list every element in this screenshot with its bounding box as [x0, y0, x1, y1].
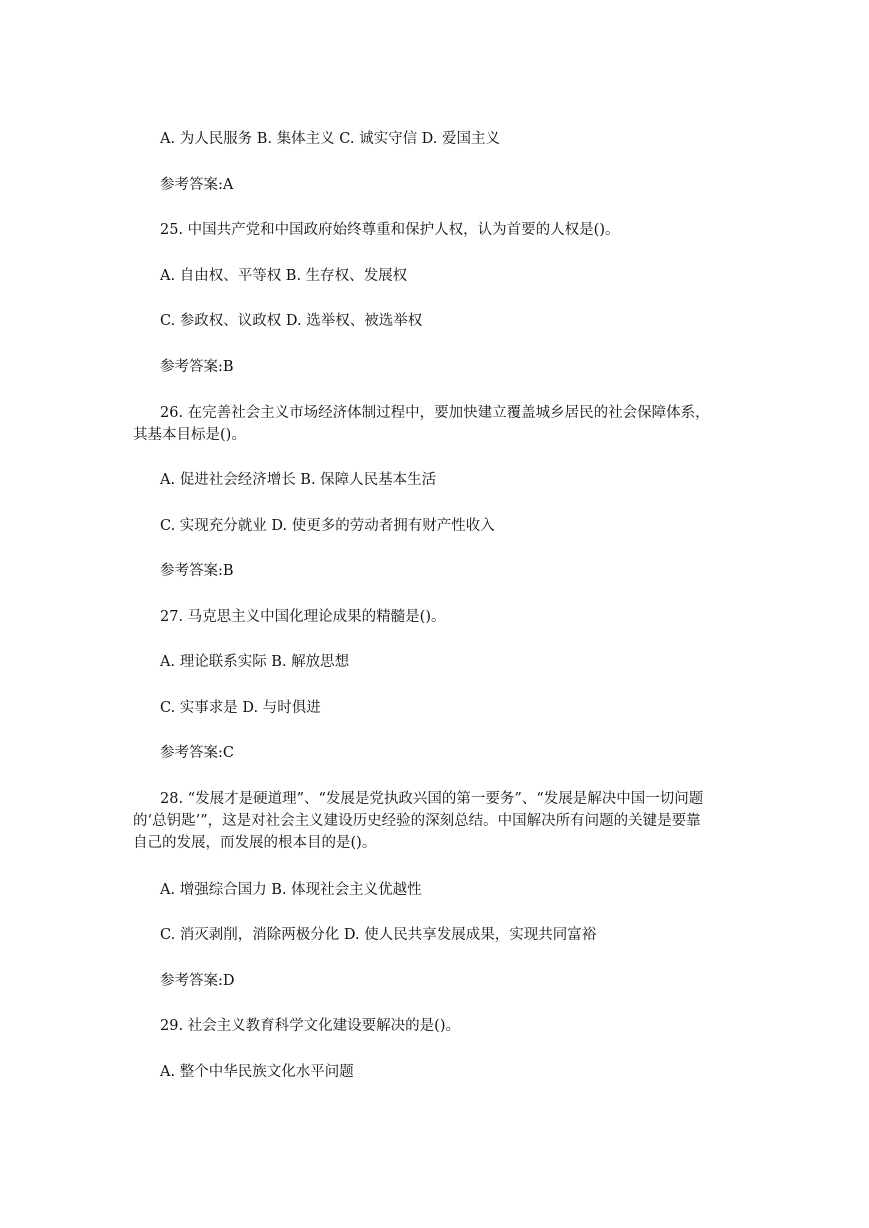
q27-options-ab: A. 理论联系实际 B. 解放思想: [160, 654, 350, 670]
q26-options-cd: C. 实现充分就业 D. 使更多的劳动者拥有财产性收入: [160, 518, 495, 534]
q25-answer: 参考答案:B: [160, 359, 234, 375]
q27-answer: 参考答案:C: [160, 745, 234, 761]
q26-question-line1: 26. 在完善社会主义市场经济体制过程中，要加快建立覆盖城乡居民的社会保障体系，: [160, 405, 710, 421]
q28-question-line2: 的‘总钥匙’”，这是对社会主义建设历史经验的深刻总结。中国解决所有问题的关键是要靠: [133, 813, 701, 829]
q25-options-cd: C. 参政权、议政权 D. 选举权、被选举权: [160, 313, 423, 329]
q25-question: 25. 中国共产党和中国政府始终尊重和保护人权，认为首要的人权是()。: [160, 222, 620, 238]
q29-question: 29. 社会主义教育科学文化建设要解决的是()。: [160, 1018, 460, 1034]
q26-answer: 参考答案:B: [160, 563, 234, 579]
q28-options-cd: C. 消灭剥削，消除两极分化 D. 使人民共享发展成果，实现共同富裕: [160, 927, 597, 943]
q26-options-ab: A. 促进社会经济增长 B. 保障人民基本生活: [160, 472, 437, 488]
q28-answer: 参考答案:D: [160, 973, 235, 989]
q26-question-line2: 其基本目标是()。: [133, 427, 246, 443]
q28-question-line3: 自己的发展，而发展的根本目的是()。: [133, 835, 377, 851]
q27-question: 27. 马克思主义中国化理论成果的精髓是()。: [160, 609, 446, 625]
q24-answer: 参考答案:A: [160, 177, 234, 193]
q27-options-cd: C. 实事求是 D. 与时俱进: [160, 700, 321, 716]
q28-question-line1: 28. “发展才是硬道理”、“发展是党执政兴国的第一要务”、“发展是解决中国一切问题: [160, 791, 704, 807]
q28-options-ab: A. 增强综合国力 B. 体现社会主义优越性: [160, 882, 422, 898]
q29-option-a: A. 整个中华民族文化水平问题: [160, 1064, 354, 1080]
q25-options-ab: A. 自由权、平等权 B. 生存权、发展权: [160, 268, 408, 284]
q24-options: A. 为人民服务 B. 集体主义 C. 诚实守信 D. 爱国主义: [160, 131, 501, 147]
